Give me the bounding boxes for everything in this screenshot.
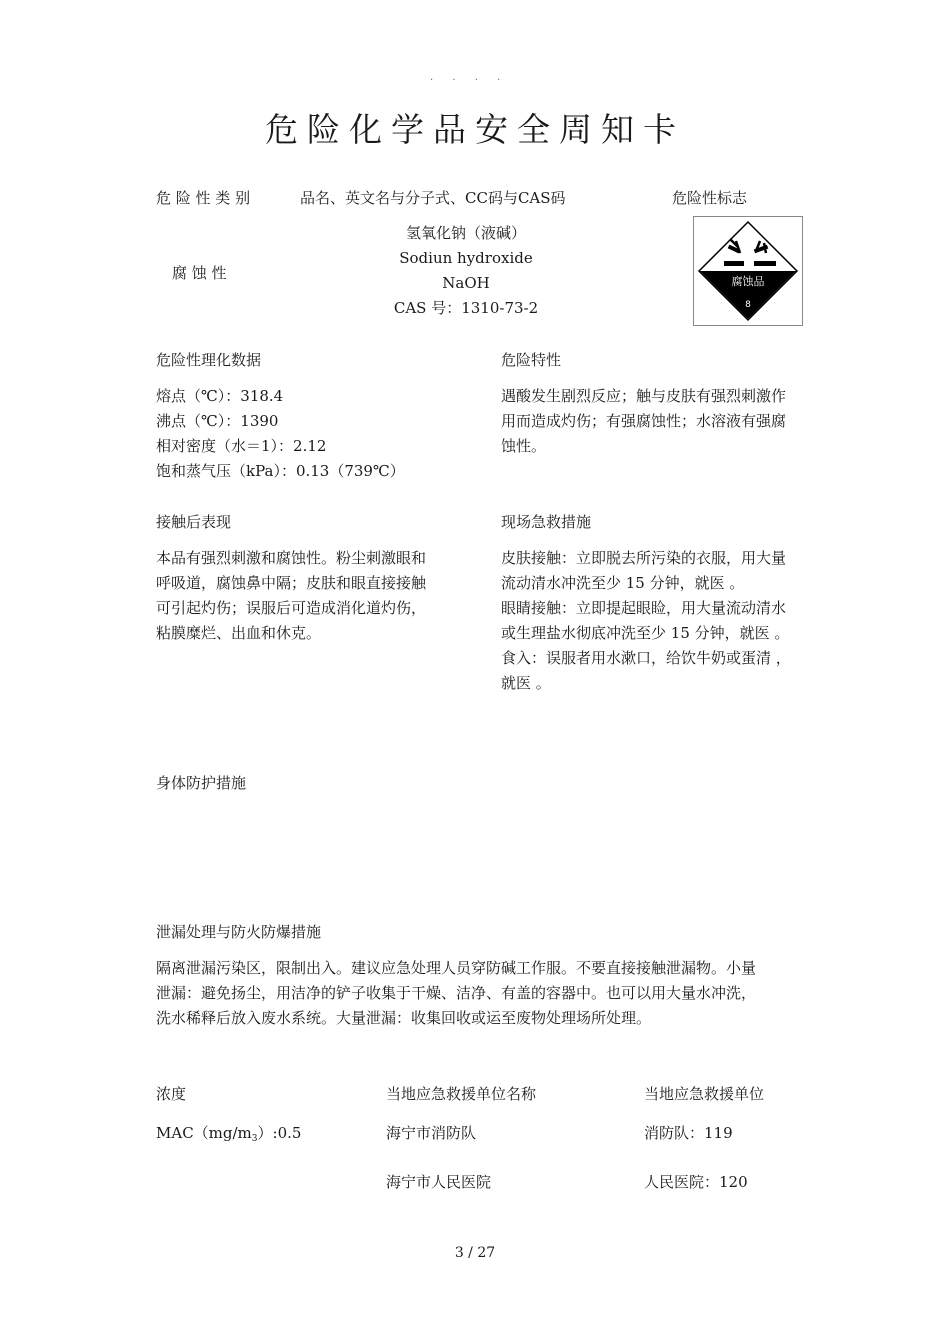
hazard-sign — [693, 216, 803, 326]
page-title: 危险化学品安全周知卡 — [265, 110, 685, 149]
physchem-data — [156, 384, 405, 484]
hazard-features-text — [501, 384, 786, 459]
emergency-unit-phone: 消防队：119 — [644, 1124, 733, 1142]
mac-sub: 3 — [251, 1134, 258, 1144]
leak-text — [156, 956, 756, 1031]
physchem-line: 相对密度（水＝1）：2.12 — [156, 437, 327, 455]
mac-suffix: ）:0.5 — [257, 1124, 302, 1142]
physchem-line: 饱和蒸气压（kPa）：0.13（739℃） — [156, 462, 405, 480]
first-aid-line: 就医 。 — [501, 674, 551, 692]
product-info-heading: 品名、英文名与分子式、CC码与CAS码 — [300, 189, 566, 207]
first-aid-heading: 现场急救措施 — [501, 513, 592, 531]
hazard-sign-heading: 危险性标志 — [672, 189, 748, 207]
physchem-heading: 危险性理化数据 — [156, 351, 262, 369]
page-number: 3 / 27 — [454, 1245, 496, 1261]
first-aid-text — [501, 546, 791, 696]
header-dots: . . . . — [430, 72, 509, 83]
product-info — [330, 221, 602, 321]
hazard-category-heading: 危 险 性 类 别 — [156, 189, 251, 207]
corrosive-diamond-icon — [694, 217, 802, 325]
emergency-unit-name: 海宁市人民医院 — [386, 1173, 492, 1191]
emergency-unit-name: 海宁市消防队 — [386, 1124, 477, 1142]
first-aid-line: 眼睛接触：立即提起眼睑，用大量流动清水 — [501, 599, 787, 617]
mac-prefix: MAC（mg/m — [156, 1124, 252, 1142]
emergency-unit-phone: 人民医院：120 — [644, 1173, 748, 1191]
emergency-unit-name-heading: 当地应急救援单位名称 — [386, 1085, 537, 1103]
contact-heading: 接触后表现 — [156, 513, 232, 531]
first-aid-line: 或生理盐水彻底冲洗至少 15 分钟，就医 。 — [501, 624, 790, 642]
body-protection-heading: 身体防护措施 — [156, 774, 247, 792]
contact-text — [156, 546, 426, 646]
hazard-features-line: 用而造成灼伤；有强腐蚀性；水溶液有强腐 — [501, 412, 787, 430]
product-cas: CAS 号：1310-73-2 — [393, 299, 539, 317]
first-aid-line: 皮肤接触：立即脱去所污染的衣服，用大量 — [501, 549, 787, 567]
first-aid-line: 食入：误服者用水漱口，给饮牛奶或蛋清 ， — [501, 649, 791, 667]
leak-heading: 泄漏处理与防火防爆措施 — [156, 923, 322, 941]
emergency-unit-phone-heading: 当地应急救援单位 — [644, 1085, 765, 1103]
contact-line: 本品有强烈刺激和腐蚀性。粉尘刺激眼和 — [156, 549, 427, 567]
hazard-features-line: 蚀性。 — [501, 437, 547, 455]
product-cn-name: 氢氧化钠（液碱） — [405, 224, 526, 242]
product-en-name: Sodiun hydroxide — [399, 249, 533, 267]
hazard-features-line: 遇酸发生剧烈反应；触与皮肤有强烈刺激作 — [501, 387, 787, 405]
concentration-heading: 浓度 — [156, 1085, 187, 1103]
physchem-line: 沸点（℃）：1390 — [156, 412, 279, 430]
sign-label: 腐蚀品 — [731, 275, 765, 288]
contact-line: 粘膜糜烂、出血和休克。 — [156, 624, 322, 642]
hazard-category-value: 腐 蚀 性 — [172, 264, 227, 282]
first-aid-line: 流动清水冲洗至少 15 分钟，就医 。 — [501, 574, 745, 592]
leak-line: 洗水稀释后放入废水系统。大量泄漏：收集回收或运至废物处理场所处理。 — [156, 1009, 652, 1027]
hazard-features-heading: 危险特性 — [501, 351, 562, 369]
contact-line: 呼吸道，腐蚀鼻中隔；皮肤和眼直接接触 — [156, 574, 427, 592]
leak-line: 泄漏：避免扬尘，用洁净的铲子收集于干燥、洁净、有盖的容器中。也可以用大量水冲洗， — [156, 984, 757, 1002]
physchem-line: 熔点（℃）：318.4 — [156, 387, 284, 405]
mac-value — [156, 1122, 301, 1143]
sign-class-number: 8 — [745, 300, 751, 310]
leak-line: 隔离泄漏污染区，限制出入。建议应急处理人员穿防碱工作服。不要直接接触泄漏物。小量 — [156, 959, 757, 977]
product-formula: NaOH — [442, 274, 490, 292]
contact-line: 可引起灼伤；误服后可造成消化道灼伤， — [156, 599, 427, 617]
